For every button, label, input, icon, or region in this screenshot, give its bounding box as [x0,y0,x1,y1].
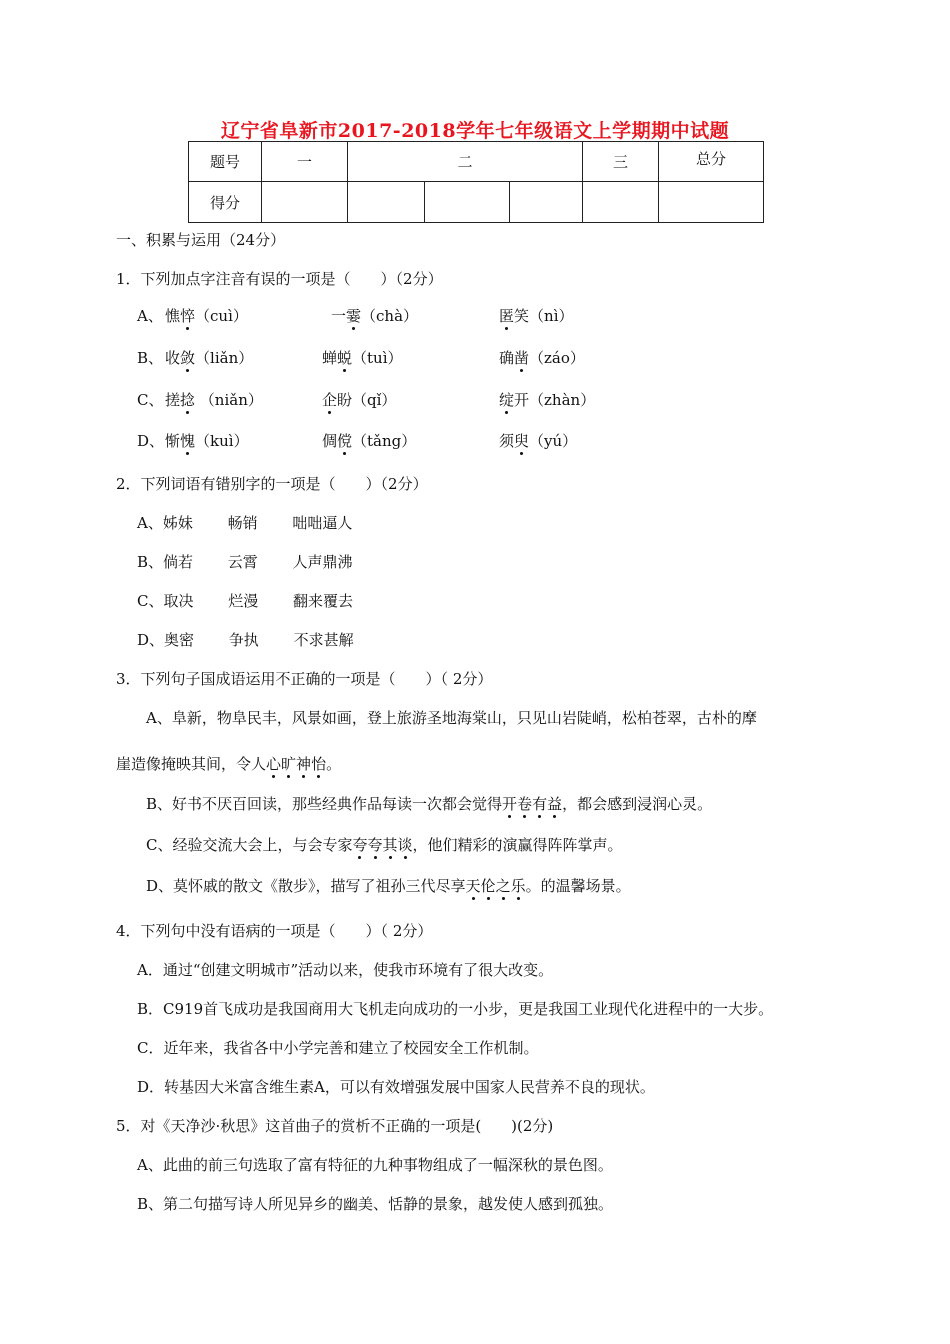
q1-char: 倜 [322,432,338,450]
q1-char: 开 [514,391,530,409]
q1-char: 确 [499,349,515,367]
page-title: 辽宁省阜新市2017-2018学年七年级语文上学期期中试题 [220,120,730,142]
score-cell [348,182,425,223]
q3-idiom-char: 天 [465,877,481,895]
q1-pinyin: （qǐ） [352,391,397,409]
q4-option: D．转基因大米富含维生素A，可以有效增强发展中国家人民营养不良的现状。 [137,1078,655,1096]
q1-char: 盼 [337,391,353,409]
q3-idiom-char: 谈 [397,836,413,854]
q1-option-c-word3 [499,391,595,409]
q1-dotted-char: 企 [322,391,338,409]
q1-option-b-word1 [165,349,253,367]
q3-option-b [146,795,712,813]
question-3-stem: 3．下列句子国成语运用不正确的一项是（ ）（ 2分） [116,670,493,688]
q3-text: D、莫怀戚的散文《散步》，描写了祖孙三代尽享 [146,877,466,895]
q3-idiom-char: 有 [532,795,548,813]
q3-idiom-char: 开 [502,795,518,813]
q2-option: A、姊妹 畅销 咄咄逼人 [137,514,353,532]
q3-idiom-char: 伦 [480,877,496,895]
score-row-label: 得分 [189,182,262,223]
q1-dotted-char: 悴 [180,307,196,325]
q1-char: 蝉 [322,349,338,367]
q1-option-c-word1 [165,391,263,409]
q3-option-c [146,836,623,854]
q4-option: B．C919首飞成功是我国商用大飞机走向成功的一小步，更是我国工业现代化进程中的一大步。 [137,1000,774,1018]
q3-text: B、好书不厌百回读，那些经典作品每读一次都会觉得 [146,795,503,813]
score-cell [262,182,348,223]
score-header-cell: 三 [583,142,659,182]
q1-pinyin: （kuì） [195,432,249,450]
q1-dotted-char: 捻 [180,391,196,409]
q2-option: D、奥密 争执 不求甚解 [137,631,354,649]
score-cell [583,182,659,223]
q1-option-d-word2 [322,432,416,450]
q1-option-c-label: C、 [137,391,164,409]
score-header-cell: 题号 [189,142,262,182]
score-header-cell: 总分 [659,142,764,182]
q1-char: 搓 [165,391,181,409]
q3-idiom-char: 夸 [367,836,383,854]
q3-idiom-char: 益 [547,795,563,813]
q1-dotted-char: 匿 [499,307,515,325]
q3-text: ，他们精彩的演赢得阵阵掌声。 [412,836,623,854]
q4-option: A．通过“创建文明城市”活动以来，使我市环境有了很大改变。 [137,961,554,979]
q1-dotted-char: 傥 [337,432,353,450]
q1-option-b-word2 [322,349,403,367]
q1-option-d-label: D、 [137,432,165,450]
q1-dotted-char: 愧 [180,432,196,450]
q3-text: C、经验交流大会上，与会专家 [146,836,353,854]
q1-char: 憔 [165,307,181,325]
q1-pinyin: （tǎng） [352,432,417,450]
q1-pinyin: （nì） [529,307,574,325]
q3-idiom-char: 其 [382,836,398,854]
q1-option-c-word2 [322,391,396,409]
q1-option-b-word3 [499,349,585,367]
q5-option: B、第二句描写诗人所见异乡的幽美、恬静的景象，越发使人感到孤独。 [137,1195,614,1213]
score-header-cell: 一 [262,142,348,182]
question-5-stem: 5．对《天净沙·秋思》这首曲子的赏析不正确的一项是( )(2分) [116,1117,554,1135]
q3-option-a-line1: A、阜新，物阜民丰，风景如画，登上旅游圣地海棠山，只见山岩陡峭，松柏苍翠，古朴的摩 [146,709,757,727]
q2-option: B、倘若 云霄 人声鼎沸 [137,553,353,571]
q3-text: 。 [326,755,342,773]
score-cell [425,182,510,223]
q3-idiom-char: 夸 [352,836,368,854]
q1-dotted-char: 绽 [499,391,515,409]
q1-pinyin: （liǎn） [195,349,254,367]
q1-dotted-char: 敛 [180,349,196,367]
q3-idiom-char: 旷 [281,755,297,773]
q1-dotted-char: 凿 [514,349,530,367]
q1-pinyin: （cuì） [195,307,248,325]
q3-idiom-char: 之 [495,877,511,895]
q1-char: 笑 [514,307,530,325]
q3-option-d [146,877,631,895]
q3-idiom-char: 神 [296,755,312,773]
q1-pinyin: （zhàn） [529,391,596,409]
q4-option: C．近年来，我省各中小学完善和建立了校园安全工作机制。 [137,1039,539,1057]
q2-option: C、取决 烂漫 翻来覆去 [137,592,354,610]
question-2-stem: 2．下列词语有错别字的一项是（ ）（2分） [116,475,428,493]
q1-dotted-char: 霎 [346,307,362,325]
q1-pinyin: （chà） [361,307,419,325]
q1-pinyin: （tuì） [352,349,403,367]
score-cell [659,182,764,223]
q3-idiom-char: 心 [266,755,282,773]
section-heading: 一、积累与运用（24分） [116,231,286,249]
q3-option-a-line2 [116,755,341,773]
q3-idiom-char: 卷 [517,795,533,813]
q1-option-a-label: A、 [137,307,163,325]
q3-text: ，都会感到浸润心灵。 [562,795,713,813]
question-1-stem: 1．下列加点字注音有误的一项是（ ）（2分） [116,270,443,288]
q1-option-b-label: B、 [137,349,164,367]
q1-option-d-word3 [499,432,577,450]
question-4-stem: 4．下列句中没有语病的一项是（ ）（ 2分） [116,922,433,940]
q1-pinyin: （yú） [529,432,578,450]
q5-option: A、此曲的前三句选取了富有特征的九种事物组成了一幅深秋的景色图。 [137,1156,613,1174]
q1-char: 收 [165,349,181,367]
q1-pinyin: （niǎn） [195,391,263,409]
q3-idiom-char: 乐 [510,877,526,895]
q1-char: 惭 [165,432,181,450]
q1-option-d-word1 [165,432,249,450]
q1-char: 须 [499,432,515,450]
q1-dotted-char: 臾 [514,432,530,450]
q1-char: 一 [331,307,347,325]
q1-option-a-word2 [331,307,418,325]
score-header-cell: 二 [348,142,583,182]
score-table [188,141,764,223]
q1-pinyin: （záo） [529,349,585,367]
q3-text: 。的温馨场景。 [525,877,631,895]
q3-idiom-char: 怡 [311,755,327,773]
q1-option-a-word3 [499,307,574,325]
q1-option-a-word1 [165,307,248,325]
q3-text: 崖造像掩映其间，令人 [116,755,267,773]
q1-dotted-char: 蜕 [337,349,353,367]
score-cell [510,182,583,223]
